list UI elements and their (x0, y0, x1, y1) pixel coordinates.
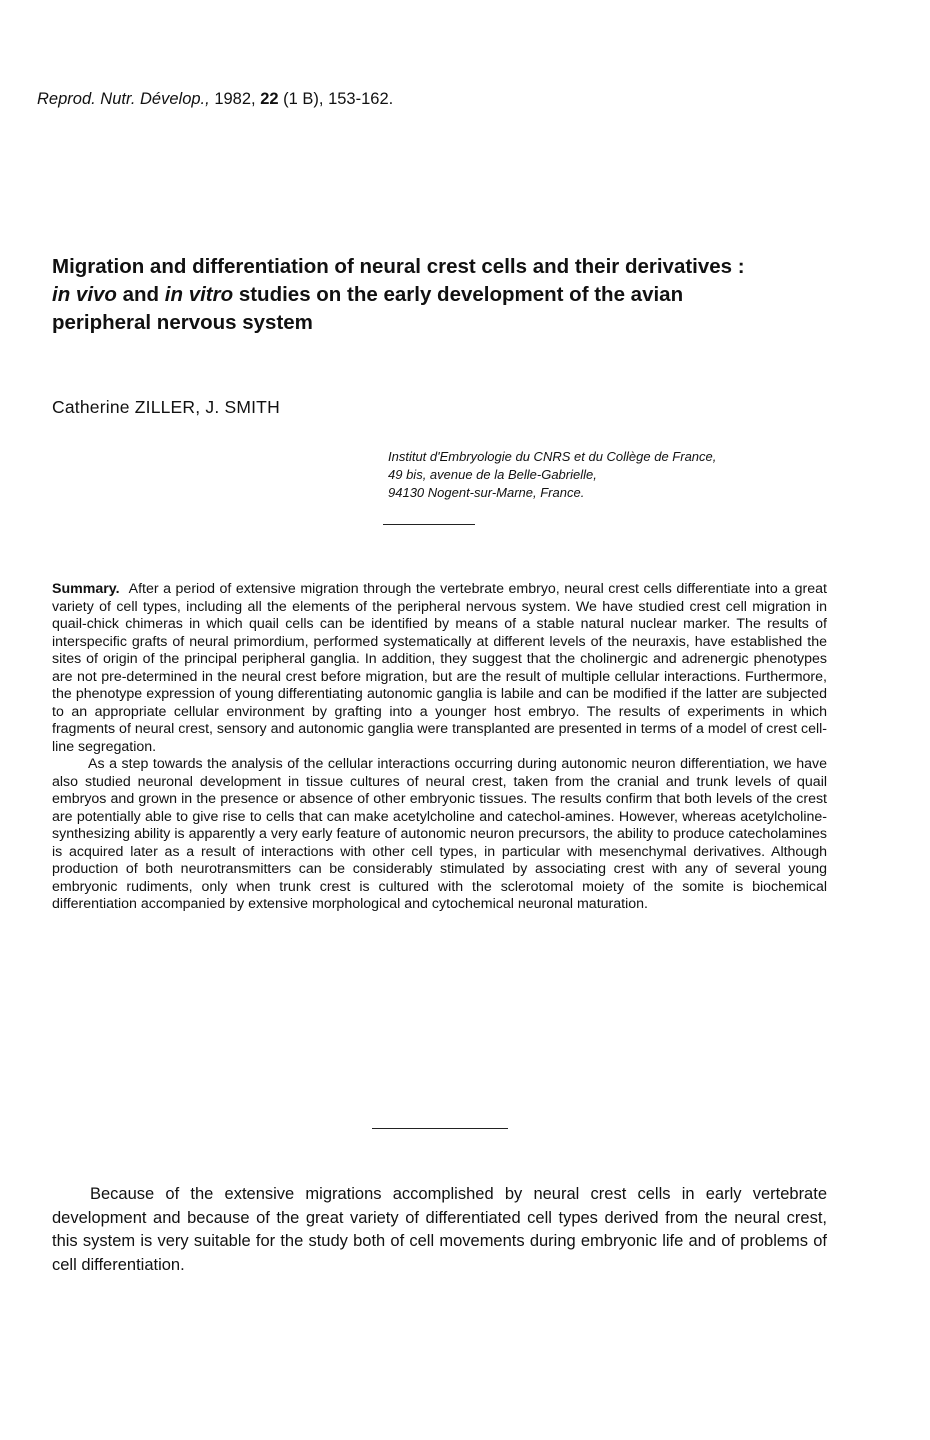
affiliation-line-3: 94130 Nogent-sur-Marne, France. (388, 485, 585, 500)
affiliation-line-1: Institut d'Embryologie du CNRS et du Collège de France, (388, 449, 717, 464)
body-text (52, 1183, 827, 1277)
divider-rule-bottom (372, 1128, 508, 1129)
journal-volume: 22 (260, 90, 279, 108)
summary-paragraph-1 (52, 581, 827, 756)
title-part-2: and (116, 283, 165, 306)
title-part-1: Migration and differentiation of neural crest cells and their derivatives : (52, 255, 745, 278)
journal-year: 1982, (214, 90, 256, 108)
journal-reference (37, 88, 737, 110)
summary-paragraph-1-text: After a period of extensive migration through the vertebrate embryo, neural crest cells differentiate into a great variety of cell types, including all the elements of the peripheral nervous system. We have studied crest cell migration in quail-chick chimeras in which quail cells can be identified by means of a stable natural nuclear marker. The results of interspecific grafts of neural primordium, performed systematically at different levels of the neuraxis, have established the sites of origin of the principal peripheral ganglia. In addition, they suggest that the cholinergic and adrenergic phenotypes are not pre-determined in the neural crest before migration, but are the result of multiple cellular interactions. Furthermore, the phenotype expression of young differentiating autonomic ganglia is labile and can be modified if the latter are subjected to an appropriate cellular environment by grafting into a younger host embryo. The results of experiments in which fragments of neural crest, sensory and autonomic ganglia were transplanted are presented in terms of a model of crest cell-line segregation. (52, 581, 827, 755)
article-title (52, 253, 752, 337)
title-part-3: studies on the early development of the avian peripheral nervous system (52, 283, 684, 334)
summary-section (52, 581, 827, 914)
authors: Catherine ZILLER, J. SMITH (52, 397, 280, 417)
divider-rule-top (383, 524, 475, 525)
journal-issue-pages: (1 B), 153-162. (283, 90, 394, 108)
title-italic-in-vivo: in vivo (52, 283, 117, 306)
title-italic-in-vitro: in vitro (164, 283, 234, 306)
affiliation-line-2: 49 bis, avenue de la Belle-Gabrielle, (388, 467, 597, 482)
affiliation (388, 448, 848, 502)
body-paragraph-1: Because of the extensive migrations accomplished by neural crest cells in early vertebrate development and because of the great variety of differentiated cell types derived from the neural crest, this system is very suitable for the study both of cell movements during embryonic life and of problems of cell differentiation. (52, 1185, 827, 1274)
summary-paragraph-2: As a step towards the analysis of the cellular interactions occurring during autonomic neuron differentiation, we have also studied neuronal development in tissue cultures of neural crest, taken from the cranial and trunk levels of quail embryos and grown in the presence or absence of other embryonic tissues. The results confirm that both levels of the crest are potentially able to give rise to cells that can make acetylcholine and catechol-amines. However, whereas acetylcholine-synthesizing ability is apparently a very early feature of autonomic neuron precursors, the ability to produce catecholamines is acquired later as a result of interactions with other cell types, in particular with mesenchymal derivatives. Although production of both neurotransmitters can be considerably stimulated by associating crest with any of several young embryonic rudiments, only when trunk crest is cultured with the sclerotomal moiety of the somite is biochemical differentiation accompanied by extensive morphological and cytochemical neuronal maturation. (52, 756, 827, 912)
journal-name: Reprod. Nutr. Dévelop., (37, 90, 210, 108)
summary-label: Summary. (52, 581, 120, 597)
